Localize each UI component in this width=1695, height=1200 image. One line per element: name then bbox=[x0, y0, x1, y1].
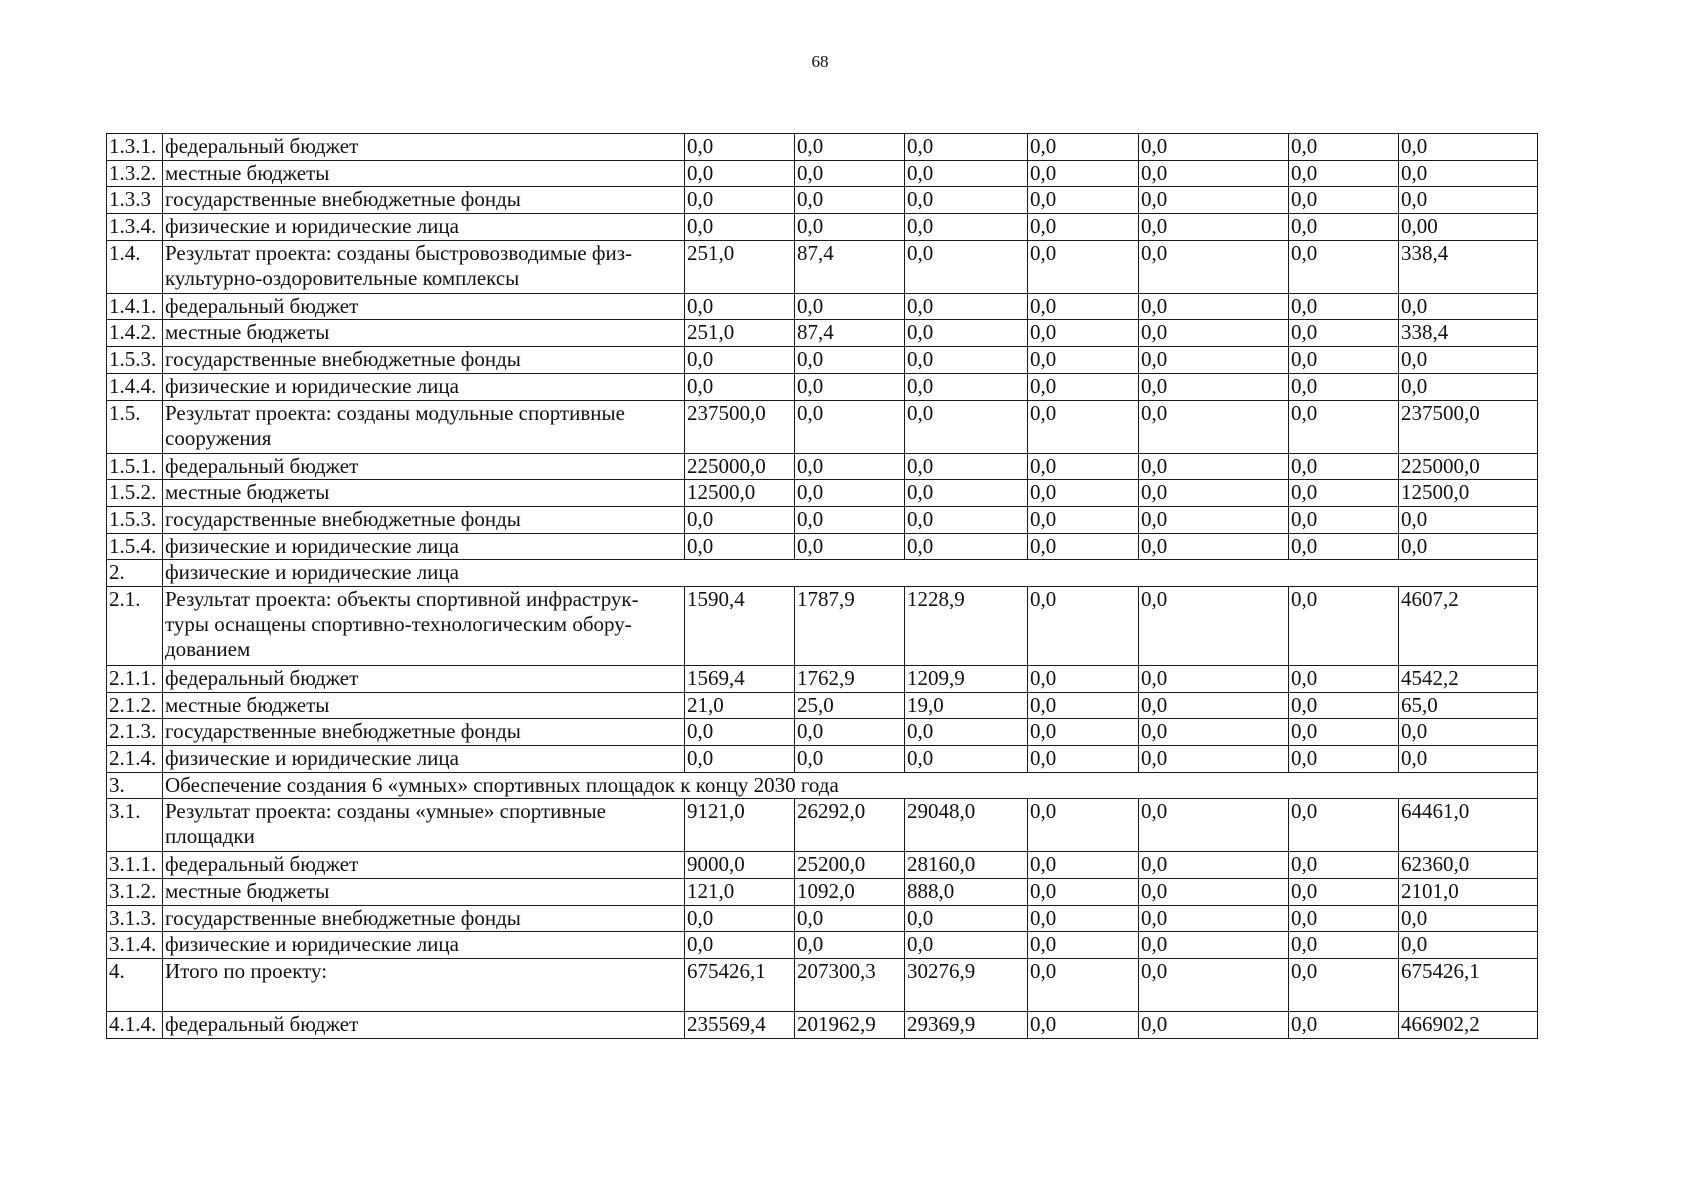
value-cell: 0,0 bbox=[1028, 533, 1139, 560]
row-label: федеральный бюджет bbox=[163, 665, 685, 692]
table-row bbox=[107, 905, 1538, 932]
value-cell: 1092,0 bbox=[795, 879, 905, 906]
table-row bbox=[107, 879, 1538, 906]
value-cell: 0,0 bbox=[1028, 1012, 1139, 1039]
value-cell: 0,0 bbox=[905, 533, 1028, 560]
value-cell: 0,0 bbox=[1139, 932, 1289, 959]
value-cell: 62360,0 bbox=[1399, 852, 1538, 879]
value-cell: 0,0 bbox=[1028, 187, 1139, 214]
value-cell: 0,0 bbox=[685, 214, 795, 241]
row-code: 3.1. bbox=[107, 799, 163, 852]
row-label: федеральный бюджет bbox=[163, 134, 685, 161]
value-cell: 0,0 bbox=[1139, 799, 1289, 852]
value-cell: 0,0 bbox=[1289, 293, 1399, 320]
table-row bbox=[107, 373, 1538, 400]
value-cell: 0,0 bbox=[1139, 1012, 1289, 1039]
value-cell: 29369,9 bbox=[905, 1012, 1028, 1039]
value-cell: 0,0 bbox=[795, 187, 905, 214]
value-cell: 0,0 bbox=[1139, 134, 1289, 161]
value-cell: 0,0 bbox=[1139, 400, 1289, 453]
value-cell: 0,0 bbox=[1399, 160, 1538, 187]
row-code: 1.3.4. bbox=[107, 214, 163, 241]
table-row bbox=[107, 665, 1538, 692]
row-code: 1.3.3 bbox=[107, 187, 163, 214]
row-code: 1.4. bbox=[107, 240, 163, 293]
value-cell: 12500,0 bbox=[685, 480, 795, 507]
value-cell: 888,0 bbox=[905, 879, 1028, 906]
value-cell: 0,0 bbox=[1139, 692, 1289, 719]
value-cell: 0,0 bbox=[905, 214, 1028, 241]
value-cell: 0,0 bbox=[905, 373, 1028, 400]
table-row bbox=[107, 320, 1538, 347]
value-cell: 0,0 bbox=[795, 746, 905, 773]
value-cell: 0,0 bbox=[795, 506, 905, 533]
row-label: Результат проекта: созданы модульные спортивные сооружения bbox=[163, 400, 685, 453]
value-cell: 30276,9 bbox=[905, 959, 1028, 1012]
row-code: 2.1.1. bbox=[107, 665, 163, 692]
value-cell: 0,0 bbox=[1399, 932, 1538, 959]
row-label: местные бюджеты bbox=[163, 692, 685, 719]
value-cell: 1787,9 bbox=[795, 586, 905, 665]
value-cell: 0,0 bbox=[795, 373, 905, 400]
row-label: местные бюджеты bbox=[163, 480, 685, 507]
value-cell: 0,0 bbox=[1139, 453, 1289, 480]
value-cell: 251,0 bbox=[685, 320, 795, 347]
value-cell: 0,0 bbox=[1028, 852, 1139, 879]
value-cell: 0,0 bbox=[1399, 347, 1538, 374]
value-cell: 0,0 bbox=[685, 905, 795, 932]
value-cell: 9000,0 bbox=[685, 852, 795, 879]
value-cell: 4607,2 bbox=[1399, 586, 1538, 665]
value-cell: 0,0 bbox=[1289, 799, 1399, 852]
value-cell: 0,0 bbox=[1028, 400, 1139, 453]
table-row bbox=[107, 480, 1538, 507]
value-cell: 0,0 bbox=[1399, 905, 1538, 932]
value-cell: 0,0 bbox=[795, 905, 905, 932]
value-cell: 0,0 bbox=[1289, 665, 1399, 692]
value-cell: 0,0 bbox=[1139, 373, 1289, 400]
value-cell: 64461,0 bbox=[1399, 799, 1538, 852]
value-cell: 0,0 bbox=[1399, 187, 1538, 214]
value-cell: 0,0 bbox=[905, 480, 1028, 507]
value-cell: 0,0 bbox=[1289, 240, 1399, 293]
value-cell: 0,0 bbox=[1289, 692, 1399, 719]
value-cell: 0,0 bbox=[1289, 959, 1399, 1012]
value-cell: 0,0 bbox=[1028, 905, 1139, 932]
value-cell: 0,0 bbox=[1289, 160, 1399, 187]
value-cell: 0,0 bbox=[1028, 932, 1139, 959]
value-cell: 0,0 bbox=[905, 240, 1028, 293]
value-cell: 0,0 bbox=[795, 134, 905, 161]
table-row bbox=[107, 160, 1538, 187]
value-cell: 0,0 bbox=[1139, 746, 1289, 773]
value-cell: 338,4 bbox=[1399, 240, 1538, 293]
value-cell: 0,0 bbox=[685, 719, 795, 746]
row-label: федеральный бюджет bbox=[163, 852, 685, 879]
value-cell: 0,0 bbox=[685, 134, 795, 161]
row-code: 3.1.1. bbox=[107, 852, 163, 879]
value-cell: 0,0 bbox=[905, 932, 1028, 959]
value-cell: 0,0 bbox=[1028, 320, 1139, 347]
value-cell: 0,0 bbox=[905, 506, 1028, 533]
value-cell: 0,0 bbox=[905, 719, 1028, 746]
value-cell: 0,0 bbox=[1289, 400, 1399, 453]
row-code: 4.1.4. bbox=[107, 1012, 163, 1039]
value-cell: 0,0 bbox=[795, 932, 905, 959]
value-cell: 0,0 bbox=[795, 400, 905, 453]
row-code: 1.5. bbox=[107, 400, 163, 453]
value-cell: 0,0 bbox=[1028, 799, 1139, 852]
value-cell: 0,0 bbox=[1139, 852, 1289, 879]
row-label: физические и юридические лица bbox=[163, 214, 685, 241]
value-cell: 0,0 bbox=[1289, 852, 1399, 879]
value-cell: 28160,0 bbox=[905, 852, 1028, 879]
budget-table bbox=[106, 133, 1538, 1039]
value-cell: 0,0 bbox=[1028, 373, 1139, 400]
value-cell: 0,0 bbox=[685, 293, 795, 320]
row-code: 1.5.4. bbox=[107, 533, 163, 560]
value-cell: 0,0 bbox=[1028, 160, 1139, 187]
value-cell: 466902,2 bbox=[1399, 1012, 1538, 1039]
value-cell: 0,0 bbox=[1289, 134, 1399, 161]
value-cell: 0,0 bbox=[1028, 240, 1139, 293]
value-cell: 0,00 bbox=[1399, 214, 1538, 241]
value-cell: 0,0 bbox=[1139, 240, 1289, 293]
value-cell: 0,0 bbox=[1399, 293, 1538, 320]
value-cell: 1569,4 bbox=[685, 665, 795, 692]
value-cell: 0,0 bbox=[1139, 506, 1289, 533]
value-cell: 0,0 bbox=[1399, 746, 1538, 773]
value-cell: 25200,0 bbox=[795, 852, 905, 879]
value-cell: 0,0 bbox=[1139, 187, 1289, 214]
row-label: физические и юридические лица bbox=[163, 533, 685, 560]
value-cell: 0,0 bbox=[905, 320, 1028, 347]
value-cell: 1209,9 bbox=[905, 665, 1028, 692]
row-code: 1.5.3. bbox=[107, 506, 163, 533]
value-cell: 26292,0 bbox=[795, 799, 905, 852]
value-cell: 0,0 bbox=[1028, 586, 1139, 665]
row-label: физические и юридические лица bbox=[163, 373, 685, 400]
value-cell: 0,0 bbox=[685, 506, 795, 533]
value-cell: 0,0 bbox=[1289, 746, 1399, 773]
value-cell: 0,0 bbox=[795, 480, 905, 507]
table-row-total bbox=[107, 959, 1538, 1012]
value-cell: 0,0 bbox=[795, 214, 905, 241]
table-row bbox=[107, 400, 1538, 453]
row-code: 2.1.2. bbox=[107, 692, 163, 719]
value-cell: 0,0 bbox=[1139, 347, 1289, 374]
table-row bbox=[107, 799, 1538, 852]
row-label: местные бюджеты bbox=[163, 879, 685, 906]
value-cell: 0,0 bbox=[1289, 1012, 1399, 1039]
table-row bbox=[107, 932, 1538, 959]
value-cell: 225000,0 bbox=[685, 453, 795, 480]
table-row bbox=[107, 134, 1538, 161]
value-cell: 237500,0 bbox=[1399, 400, 1538, 453]
table-row bbox=[107, 719, 1538, 746]
value-cell: 0,0 bbox=[795, 719, 905, 746]
value-cell: 0,0 bbox=[1139, 480, 1289, 507]
row-label: государственные внебюджетные фонды bbox=[163, 719, 685, 746]
value-cell: 25,0 bbox=[795, 692, 905, 719]
table-row bbox=[107, 187, 1538, 214]
table-row bbox=[107, 347, 1538, 374]
row-label: Результат проекта: созданы быстровозводимые физ-культурно-оздоровительные комплексы bbox=[163, 240, 685, 293]
value-cell: 251,0 bbox=[685, 240, 795, 293]
row-label: местные бюджеты bbox=[163, 160, 685, 187]
value-cell: 0,0 bbox=[1028, 480, 1139, 507]
value-cell: 0,0 bbox=[1399, 506, 1538, 533]
value-cell: 21,0 bbox=[685, 692, 795, 719]
section-heading: Обеспечение создания 6 «умных» спортивных площадок к концу 2030 года bbox=[163, 772, 1538, 799]
value-cell: 0,0 bbox=[905, 134, 1028, 161]
value-cell: 0,0 bbox=[1289, 347, 1399, 374]
value-cell: 0,0 bbox=[905, 905, 1028, 932]
section-heading: физические и юридические лица bbox=[163, 560, 1538, 587]
value-cell: 338,4 bbox=[1399, 320, 1538, 347]
value-cell: 0,0 bbox=[1028, 134, 1139, 161]
value-cell: 675426,1 bbox=[685, 959, 795, 1012]
value-cell: 87,4 bbox=[795, 240, 905, 293]
value-cell: 0,0 bbox=[1028, 214, 1139, 241]
value-cell: 9121,0 bbox=[685, 799, 795, 852]
value-cell: 225000,0 bbox=[1399, 453, 1538, 480]
row-code: 1.5.2. bbox=[107, 480, 163, 507]
value-cell: 0,0 bbox=[1139, 214, 1289, 241]
value-cell: 0,0 bbox=[685, 932, 795, 959]
row-label: физические и юридические лица bbox=[163, 746, 685, 773]
table-row bbox=[107, 852, 1538, 879]
value-cell: 0,0 bbox=[1028, 746, 1139, 773]
value-cell: 0,0 bbox=[1028, 453, 1139, 480]
row-label: государственные внебюджетные фонды bbox=[163, 187, 685, 214]
value-cell: 87,4 bbox=[795, 320, 905, 347]
value-cell: 0,0 bbox=[1139, 905, 1289, 932]
row-code: 1.5.3. bbox=[107, 347, 163, 374]
row-code: 2. bbox=[107, 560, 163, 587]
value-cell: 675426,1 bbox=[1399, 959, 1538, 1012]
row-code: 3.1.3. bbox=[107, 905, 163, 932]
value-cell: 0,0 bbox=[905, 160, 1028, 187]
value-cell: 0,0 bbox=[1289, 373, 1399, 400]
value-cell: 0,0 bbox=[1139, 160, 1289, 187]
value-cell: 0,0 bbox=[1289, 214, 1399, 241]
value-cell: 1228,9 bbox=[905, 586, 1028, 665]
value-cell: 0,0 bbox=[795, 160, 905, 187]
value-cell: 0,0 bbox=[1289, 506, 1399, 533]
value-cell: 0,0 bbox=[1028, 692, 1139, 719]
page-number: 68 bbox=[811, 52, 829, 71]
row-code: 2.1.4. bbox=[107, 746, 163, 773]
value-cell: 12500,0 bbox=[1399, 480, 1538, 507]
value-cell: 65,0 bbox=[1399, 692, 1538, 719]
value-cell: 0,0 bbox=[1028, 293, 1139, 320]
value-cell: 0,0 bbox=[1289, 187, 1399, 214]
value-cell: 19,0 bbox=[905, 692, 1028, 719]
value-cell: 0,0 bbox=[685, 160, 795, 187]
value-cell: 0,0 bbox=[1139, 586, 1289, 665]
value-cell: 0,0 bbox=[685, 347, 795, 374]
row-code: 3. bbox=[107, 772, 163, 799]
table-row bbox=[107, 214, 1538, 241]
row-code: 1.3.2. bbox=[107, 160, 163, 187]
value-cell: 0,0 bbox=[795, 533, 905, 560]
row-code: 4. bbox=[107, 959, 163, 1012]
value-cell: 0,0 bbox=[905, 347, 1028, 374]
value-cell: 0,0 bbox=[1028, 879, 1139, 906]
row-label: Результат проекта: созданы «умные» спортивные площадки bbox=[163, 799, 685, 852]
value-cell: 0,0 bbox=[1139, 533, 1289, 560]
row-label: государственные внебюджетные фонды bbox=[163, 506, 685, 533]
value-cell: 0,0 bbox=[1028, 347, 1139, 374]
table-row bbox=[107, 506, 1538, 533]
value-cell: 0,0 bbox=[1289, 905, 1399, 932]
table-row-section bbox=[107, 772, 1538, 799]
value-cell: 0,0 bbox=[1289, 932, 1399, 959]
value-cell: 0,0 bbox=[905, 293, 1028, 320]
value-cell: 0,0 bbox=[1028, 665, 1139, 692]
row-label: физические и юридические лица bbox=[163, 932, 685, 959]
table-row bbox=[107, 586, 1538, 665]
row-code: 3.1.4. bbox=[107, 932, 163, 959]
value-cell: 0,0 bbox=[1028, 719, 1139, 746]
value-cell: 0,0 bbox=[905, 453, 1028, 480]
row-label: федеральный бюджет bbox=[163, 293, 685, 320]
value-cell: 0,0 bbox=[1399, 533, 1538, 560]
row-code: 1.5.1. bbox=[107, 453, 163, 480]
value-cell: 0,0 bbox=[685, 187, 795, 214]
value-cell: 0,0 bbox=[1139, 959, 1289, 1012]
value-cell: 0,0 bbox=[1139, 293, 1289, 320]
row-label: Итого по проекту: bbox=[163, 959, 685, 1012]
value-cell: 0,0 bbox=[1139, 719, 1289, 746]
value-cell: 29048,0 bbox=[905, 799, 1028, 852]
value-cell: 201962,9 bbox=[795, 1012, 905, 1039]
value-cell: 0,0 bbox=[1289, 586, 1399, 665]
value-cell: 0,0 bbox=[685, 746, 795, 773]
value-cell: 0,0 bbox=[1399, 719, 1538, 746]
value-cell: 0,0 bbox=[1399, 134, 1538, 161]
value-cell: 0,0 bbox=[1139, 320, 1289, 347]
table-row bbox=[107, 240, 1538, 293]
value-cell: 0,0 bbox=[1289, 719, 1399, 746]
value-cell: 0,0 bbox=[685, 373, 795, 400]
value-cell: 1762,9 bbox=[795, 665, 905, 692]
row-code: 3.1.2. bbox=[107, 879, 163, 906]
value-cell: 0,0 bbox=[685, 533, 795, 560]
value-cell: 0,0 bbox=[1028, 959, 1139, 1012]
value-cell: 0,0 bbox=[795, 453, 905, 480]
value-cell: 0,0 bbox=[1289, 320, 1399, 347]
row-code: 2.1. bbox=[107, 586, 163, 665]
row-code: 1.4.1. bbox=[107, 293, 163, 320]
value-cell: 0,0 bbox=[1289, 533, 1399, 560]
row-code: 1.4.4. bbox=[107, 373, 163, 400]
table-row bbox=[107, 692, 1538, 719]
value-cell: 207300,3 bbox=[795, 959, 905, 1012]
value-cell: 0,0 bbox=[795, 347, 905, 374]
value-cell: 121,0 bbox=[685, 879, 795, 906]
row-label: федеральный бюджет bbox=[163, 453, 685, 480]
row-label: федеральный бюджет bbox=[163, 1012, 685, 1039]
value-cell: 0,0 bbox=[905, 400, 1028, 453]
value-cell: 0,0 bbox=[795, 293, 905, 320]
row-label: местные бюджеты bbox=[163, 320, 685, 347]
table-row bbox=[107, 453, 1538, 480]
value-cell: 0,0 bbox=[1289, 453, 1399, 480]
table-row-section bbox=[107, 560, 1538, 587]
value-cell: 0,0 bbox=[1139, 879, 1289, 906]
table-row bbox=[107, 293, 1538, 320]
value-cell: 4542,2 bbox=[1399, 665, 1538, 692]
row-code: 1.3.1. bbox=[107, 134, 163, 161]
value-cell: 2101,0 bbox=[1399, 879, 1538, 906]
row-label: государственные внебюджетные фонды bbox=[163, 347, 685, 374]
value-cell: 237500,0 bbox=[685, 400, 795, 453]
table-row bbox=[107, 533, 1538, 560]
table-row bbox=[107, 1012, 1538, 1039]
value-cell: 0,0 bbox=[905, 187, 1028, 214]
value-cell: 0,0 bbox=[1399, 373, 1538, 400]
value-cell: 0,0 bbox=[1289, 879, 1399, 906]
row-code: 2.1.3. bbox=[107, 719, 163, 746]
value-cell: 0,0 bbox=[905, 746, 1028, 773]
value-cell: 0,0 bbox=[1289, 480, 1399, 507]
row-label: Результат проекта: объекты спортивной инфраструк-туры оснащены спортивно-технологическим обору-дованием bbox=[163, 586, 685, 665]
value-cell: 1590,4 bbox=[685, 586, 795, 665]
value-cell: 235569,4 bbox=[685, 1012, 795, 1039]
table-row bbox=[107, 746, 1538, 773]
value-cell: 0,0 bbox=[1139, 665, 1289, 692]
row-label: государственные внебюджетные фонды bbox=[163, 905, 685, 932]
value-cell: 0,0 bbox=[1028, 506, 1139, 533]
row-code: 1.4.2. bbox=[107, 320, 163, 347]
